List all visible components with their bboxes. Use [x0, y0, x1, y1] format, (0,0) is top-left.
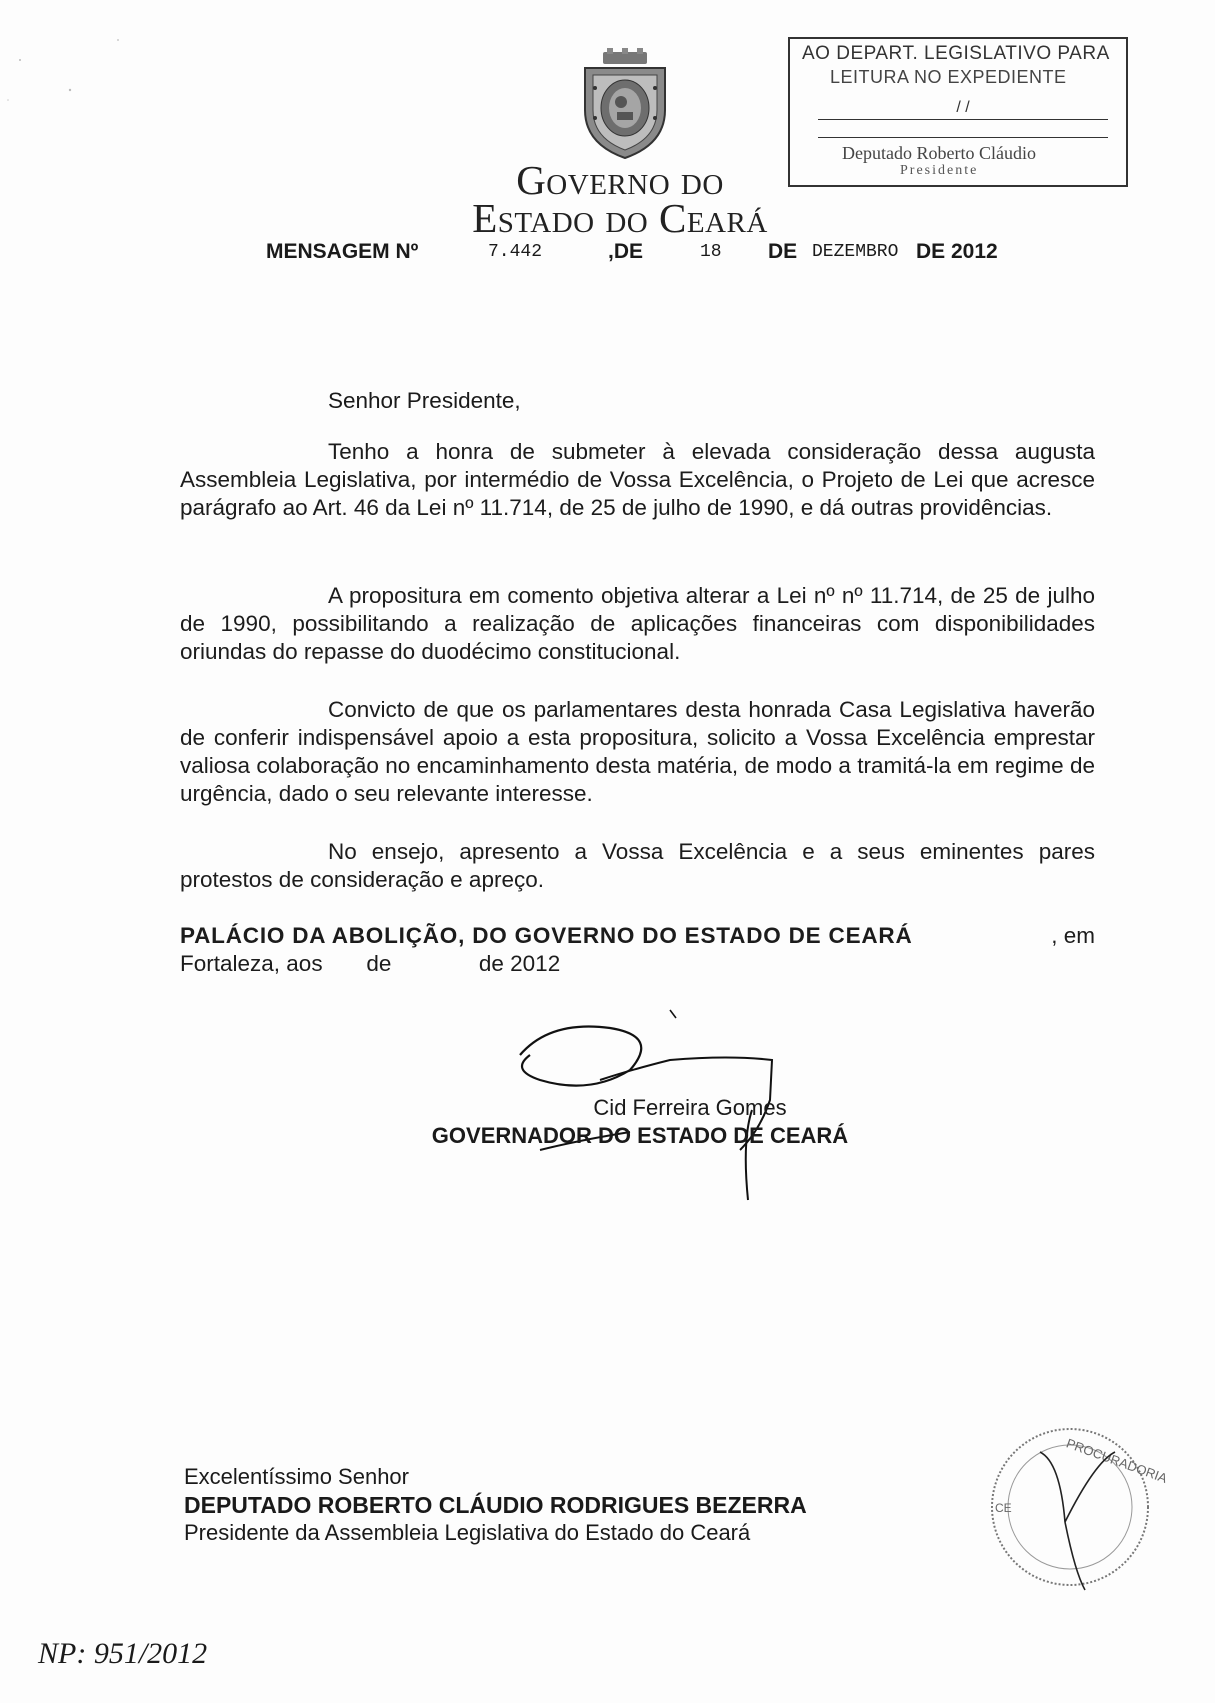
svg-text:PROCURADORIA: PROCURADORIA	[1064, 1435, 1170, 1486]
message-month: DEZEMBRO	[812, 242, 899, 262]
paragraph-3-text: Convicto de que os parlamentares desta honrada Casa Legislativa haverão de conferir indispensável apoio a esta propositura, solicito a Vossa Excelência emprestar valiosa colaboração no encaminhamento desta matéria, de modo a tramitá-la em regime de urgência, dado o seu relevante interesse.	[180, 697, 1095, 806]
stamp-signer-title: Presidente	[900, 163, 979, 178]
government-title-line1: Governo do	[516, 157, 724, 203]
stamp-signer: Deputado Roberto Cláudio	[842, 143, 1036, 163]
signer-role: GOVERNADOR DO ESTADO DE CEARÁ	[431, 1123, 849, 1148]
palace-name: PALÁCIO DA ABOLIÇÃO, DO GOVERNO DO ESTADO DE CEARÁ	[180, 923, 913, 948]
addressee-line3: Presidente da Assembleia Legislativa do Estado do Ceará	[184, 1520, 751, 1545]
message-number-line	[0, 240, 1215, 270]
paragraph-2	[180, 582, 1095, 666]
svg-text:CE: CE	[995, 1501, 1012, 1515]
paragraph-1	[180, 438, 1095, 522]
addressee-line1: Excelentíssimo Senhor	[184, 1464, 409, 1489]
message-number: 7.442	[488, 242, 543, 262]
scan-specks	[0, 0, 140, 140]
stamp-line2: LEITURA NO EXPEDIENTE	[830, 67, 1067, 87]
closing-place	[180, 922, 1095, 978]
stamp-date-field: / /	[818, 99, 1108, 120]
stamp-line1: AO DEPART. LEGISLATIVO PARA	[802, 43, 1110, 64]
message-year: DE 2012	[916, 240, 998, 263]
message-de1: ,DE	[608, 240, 644, 263]
closing-em: , em	[1051, 923, 1095, 948]
salutation: Senhor Presidente,	[328, 388, 521, 413]
paragraph-4-text: No ensejo, apresento a Vossa Excelência e a seus eminentes pares protestos de consideração e apreço.	[180, 839, 1095, 892]
procuradoria-round-stamp	[985, 1422, 1170, 1592]
ceara-coat-of-arms-icon	[575, 48, 675, 160]
paragraph-4	[180, 838, 1095, 894]
signer-name: Cid Ferreira Gomes	[593, 1095, 787, 1120]
government-title-line2: Estado do Ceará	[472, 195, 768, 241]
closing-date-line: Fortaleza, aos de de 2012	[180, 951, 561, 976]
message-label: MENSAGEM Nº	[266, 240, 419, 263]
paragraph-2-text: A propositura em comento objetiva alterar a Lei nº nº 11.714, de 25 de julho de 1990, possibilitando a realização de aplicações financeiras com disponibilidades oriundas do repasse do duodécimo constitucional.	[180, 583, 1095, 664]
paragraph-3	[180, 696, 1095, 808]
paragraph-1-text: Tenho a honra de submeter à elevada consideração dessa augusta Assembleia Legislativa, por intermédio de Vossa Excelência, o Projeto de Lei que acresce parágrafo ao Art. 46 da Lei nº 11.714, de 25 de julho de 1990, e dá outras providências.	[180, 439, 1095, 520]
stamp-signature-line	[818, 137, 1108, 138]
handwritten-np-note	[38, 1618, 278, 1678]
addressee-line2: DEPUTADO ROBERTO CLÁUDIO RODRIGUES BEZERRA	[184, 1492, 807, 1518]
message-de2: DE	[768, 240, 798, 263]
svg-text:NP: 951/2012: NP: 951/2012	[38, 1637, 208, 1670]
legislative-department-stamp	[788, 37, 1128, 187]
message-day: 18	[700, 242, 722, 262]
